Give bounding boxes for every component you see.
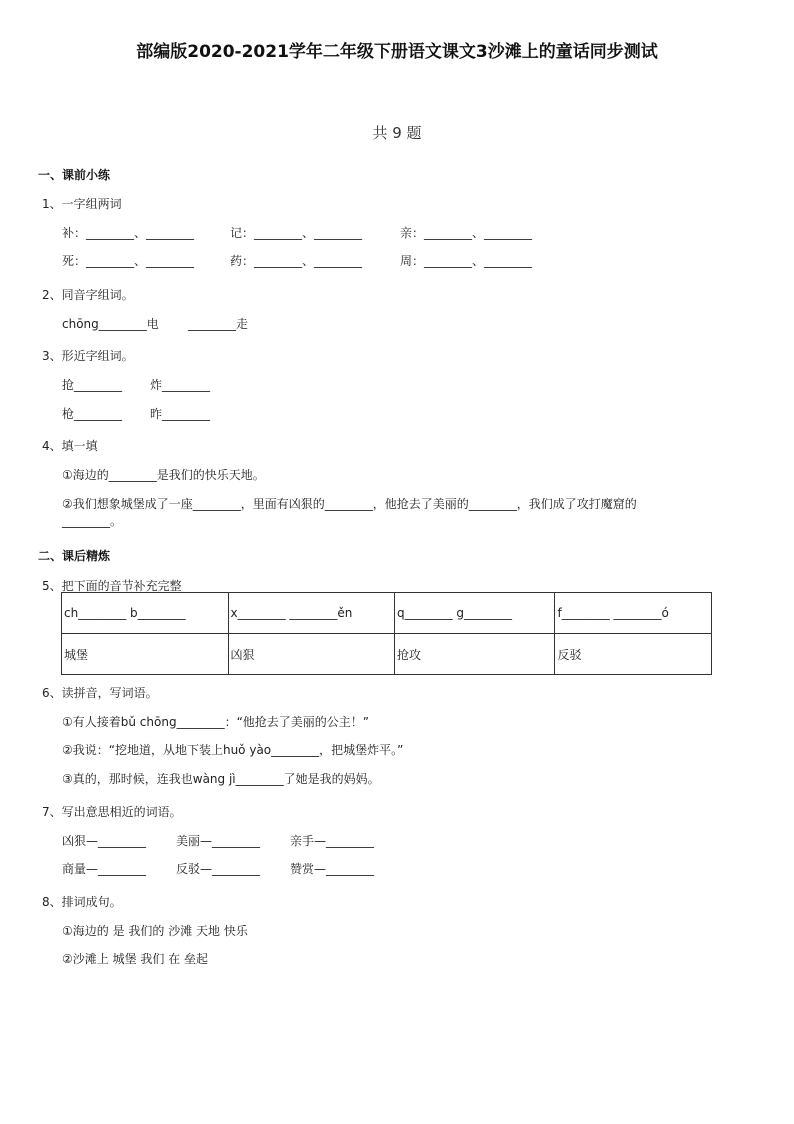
q1-item-bu: 补：________、________ bbox=[62, 226, 195, 240]
question-8-title: 8、排词成句。 bbox=[42, 895, 122, 909]
q5-table bbox=[61, 592, 712, 675]
q2-item-b: ________走 bbox=[188, 317, 249, 331]
question-3-title: 3、形近字组词。 bbox=[42, 349, 134, 363]
q1-item-ji: 记：________、________ bbox=[230, 226, 363, 240]
q5-cell: 城堡 bbox=[62, 634, 229, 675]
q1-item-qin: 亲：________、________ bbox=[400, 226, 533, 240]
q5-cell: q________ g________ bbox=[395, 593, 555, 634]
q5-cell: f________ ________ó bbox=[555, 593, 712, 634]
q5-cell: 凶狠 bbox=[228, 634, 395, 675]
q7-item: 美丽—________ bbox=[176, 834, 261, 848]
q6-line-2: ②我说：“挖地道，从地下装上huǒ yào________，把城堡炸平。” bbox=[62, 743, 404, 757]
question-5-title: 5、把下面的音节补充完整 bbox=[42, 579, 182, 593]
question-6-title: 6、读拼音，写词语。 bbox=[42, 686, 158, 700]
q7-item: 亲手—________ bbox=[290, 834, 375, 848]
q1-item-si: 死：________、________ bbox=[62, 254, 195, 268]
q8-line-1: ①海边的 是 我们的 沙滩 天地 快乐 bbox=[62, 924, 248, 938]
section-heading-2: 二、课后精炼 bbox=[38, 549, 111, 563]
q4-line-2: ②我们想象城堡成了一座________，里面有凶狠的________，他抢去了美丽的________，我们成了攻打魔窟的 bbox=[62, 497, 637, 511]
q4-line-1: ①海边的________是我们的快乐天地。 bbox=[62, 468, 265, 482]
q5-row-words bbox=[62, 634, 712, 675]
section-heading-1: 一、课前小练 bbox=[38, 168, 111, 182]
q1-item-zhou: 周：________、________ bbox=[400, 254, 533, 268]
q5-cell: 反驳 bbox=[555, 634, 712, 675]
q7-item: 反驳—________ bbox=[176, 862, 261, 876]
document-title: 部编版2020-2021学年二年级下册语文课文3沙滩上的童话同步测试 bbox=[136, 42, 658, 62]
q5-cell: x________ ________ěn bbox=[228, 593, 395, 634]
q6-line-3: ③真的，那时候，连我也wàng jì________了她是我的妈妈。 bbox=[62, 772, 380, 786]
q1-item-yao: 药：________、________ bbox=[230, 254, 363, 268]
q3-item-zha: 炸________ bbox=[150, 378, 211, 392]
q5-row-pinyin bbox=[62, 593, 712, 634]
q5-cell: ch________ b________ bbox=[62, 593, 229, 634]
question-2-title: 2、同音字组词。 bbox=[42, 288, 134, 302]
q4-line-3: ________。 bbox=[62, 514, 123, 528]
q3-item-qiang2: 枪________ bbox=[62, 407, 123, 421]
q7-item: 凶狠—________ bbox=[62, 834, 147, 848]
question-1-title: 1、一字组两词 bbox=[42, 197, 122, 211]
q5-cell: 抢攻 bbox=[395, 634, 555, 675]
q7-item: 商量—________ bbox=[62, 862, 147, 876]
q6-line-1: ①有人接着bǔ chōng________：“他抢去了美丽的公主！” bbox=[62, 715, 369, 729]
q2-item-a: chōng________电 bbox=[62, 317, 159, 331]
question-7-title: 7、写出意思相近的词语。 bbox=[42, 805, 182, 819]
q3-item-zuo: 昨________ bbox=[150, 407, 211, 421]
question-4-title: 4、填一填 bbox=[42, 439, 98, 453]
question-count: 共 9 题 bbox=[372, 124, 422, 142]
q8-line-2: ②沙滩上 城堡 我们 在 垒起 bbox=[62, 952, 209, 966]
q3-item-qiang: 抢________ bbox=[62, 378, 123, 392]
q7-item: 赞赏—________ bbox=[290, 862, 375, 876]
